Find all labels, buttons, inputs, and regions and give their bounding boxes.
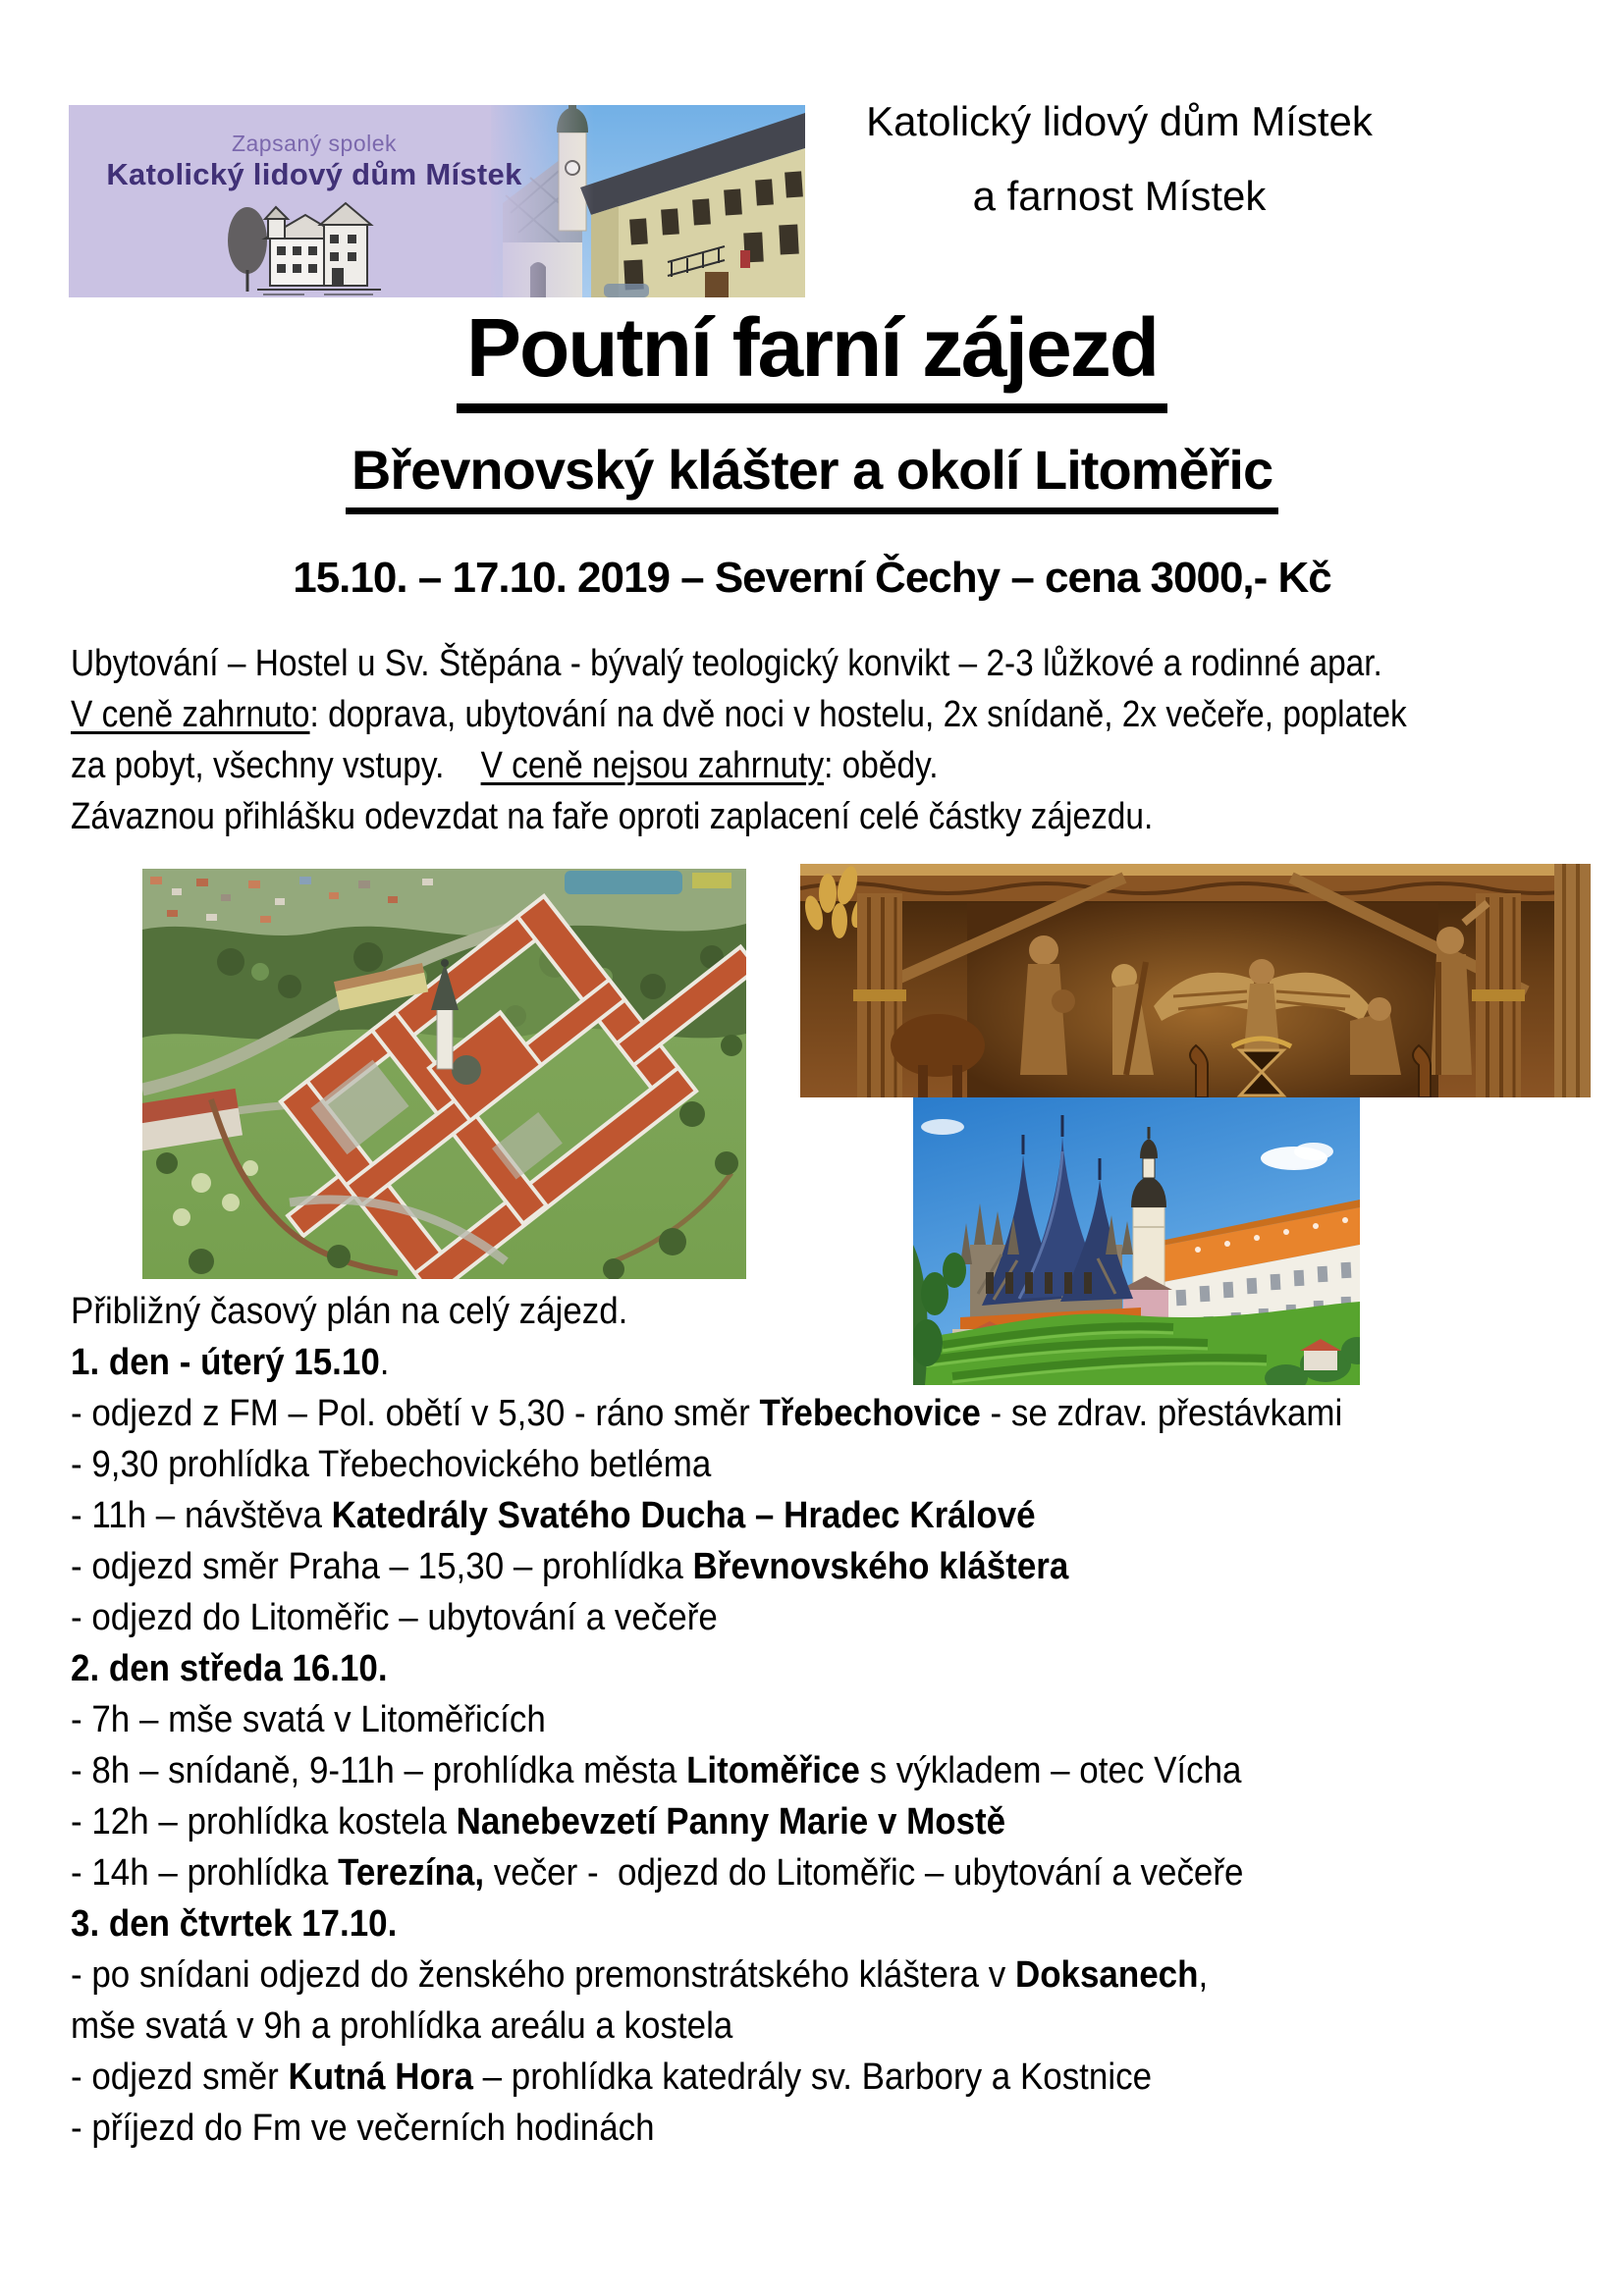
text-segment: - 11h – návštěva xyxy=(71,1495,332,1536)
text-line xyxy=(71,2052,1516,2103)
text-segment: . xyxy=(379,1342,390,1383)
org-header-line2: a farnost Místek xyxy=(972,173,1267,219)
text-line xyxy=(71,1388,1516,1439)
text-segment: s výkladem – otec Vícha xyxy=(859,1750,1242,1791)
text-line xyxy=(71,638,1419,689)
text-line xyxy=(71,791,1419,842)
page-title: Poutní farní zájezd xyxy=(457,300,1167,413)
text-segment: - 12h – prohlídka kostela xyxy=(71,1801,457,1842)
text-segment: V ceně nejsou zahrnuty xyxy=(480,745,825,786)
text-segment: V ceně zahrnuto xyxy=(71,694,310,735)
text-segment: večer - odjezd do Litoměřic – ubytování a večeře xyxy=(484,1852,1244,1894)
text-line xyxy=(71,1643,1516,1694)
text-line xyxy=(71,1541,1516,1592)
text-segment: Katedrály Svatého Ducha – Hradec Králové xyxy=(331,1495,1036,1536)
trebechovice-bethlehem-wood-carving-photo xyxy=(800,864,1591,1097)
text-segment: - odjezd směr Praha – 15,30 – prohlídka xyxy=(71,1546,693,1587)
text-segment: - příjezd do Fm ve večerních hodinách xyxy=(71,2108,655,2149)
text-line xyxy=(71,1286,1516,1337)
text-segment: - odjezd směr xyxy=(71,2056,289,2098)
text-line xyxy=(71,689,1419,740)
text-line xyxy=(71,1337,1516,1388)
text-line xyxy=(71,1490,1516,1541)
text-segment: 2. den středa 16.10. xyxy=(71,1648,388,1689)
text-line xyxy=(71,1694,1516,1745)
text-segment: - se zdrav. přestávkami xyxy=(980,1393,1343,1434)
text-line xyxy=(71,1847,1516,1898)
text-line xyxy=(71,1745,1516,1796)
logo-organization-name: Katolický lidový dům Místek xyxy=(106,157,522,191)
text-segment: : doprava, ubytování na dvě noci v hostelu, 2x snídaně, 2x večeře, poplatek xyxy=(309,694,1407,735)
text-segment: Terezína, xyxy=(338,1852,485,1894)
text-segment: Závaznou přihlášku odevzdat na faře oproti zaplacení celé částky zájezdu. xyxy=(71,796,1154,837)
schedule-text xyxy=(71,1286,1516,2154)
text-line xyxy=(71,2001,1516,2052)
org-header xyxy=(805,84,1434,234)
text-line xyxy=(71,2103,1516,2154)
text-segment: za pobyt, všechny vstupy. xyxy=(71,745,481,786)
text-line xyxy=(71,1439,1516,1490)
text-segment: – prohlídka katedrály sv. Barbory a Kostnice xyxy=(472,2056,1153,2098)
org-header-line1: Katolický lidový dům Místek xyxy=(866,98,1373,144)
text-line xyxy=(71,1592,1516,1643)
text-segment: Břevnovského kláštera xyxy=(692,1546,1069,1587)
text-segment: , xyxy=(1198,1954,1209,1996)
main-title-wrap xyxy=(0,300,1624,413)
intro-paragraph xyxy=(71,638,1419,842)
text-line xyxy=(71,1898,1516,1949)
text-segment: - odjezd do Litoměřic – ubytování a večeře xyxy=(71,1597,718,1638)
text-segment: : obědy. xyxy=(824,745,939,786)
text-segment: - 7h – mše svatá v Litoměřicích xyxy=(71,1699,546,1740)
text-segment: mše svatá v 9h a prohlídka areálu a kostela xyxy=(71,2005,733,2047)
text-line xyxy=(71,1796,1516,1847)
date-price-line: 15.10. – 17.10. 2019 – Severní Čechy – cena 3000,- Kč xyxy=(293,554,1331,602)
text-segment: - 8h – snídaně, 9-11h – prohlídka města xyxy=(71,1750,687,1791)
text-segment: - 14h – prohlídka xyxy=(71,1852,339,1894)
text-segment: - 9,30 prohlídka Třebechovického betléma xyxy=(71,1444,712,1485)
text-segment: Doksanech xyxy=(1014,1954,1199,1996)
text-segment: Přibližný časový plán na celý zájezd. xyxy=(71,1291,628,1332)
logo-association-label: Zapsaný spolek xyxy=(231,131,398,156)
text-segment: Třebechovice xyxy=(759,1393,981,1434)
page-subtitle: Břevnovský klášter a okolí Litoměřic xyxy=(346,438,1278,514)
text-segment: - odjezd z FM – Pol. obětí v 5,30 - ráno směr xyxy=(71,1393,760,1434)
text-segment: 1. den - úterý 15.10 xyxy=(71,1342,380,1383)
brevnov-monastery-aerial-photo xyxy=(142,869,746,1279)
logo-banner xyxy=(69,105,805,297)
text-line xyxy=(71,1949,1516,2001)
text-segment: Ubytování – Hostel u Sv. Štěpána - bývalý teologický konvikt – 2-3 lůžkové a rodinné apar. xyxy=(71,643,1382,684)
text-line xyxy=(71,740,1419,791)
text-segment: Litoměřice xyxy=(686,1750,860,1791)
text-segment: 3. den čtvrtek 17.10. xyxy=(71,1903,398,1945)
text-segment: Nanebevzetí Panny Marie v Mostě xyxy=(456,1801,1006,1842)
text-segment: - po snídani odjezd do ženského premonstrátského kláštera v xyxy=(71,1954,1015,1996)
text-segment: Kutná Hora xyxy=(288,2056,473,2098)
subtitle-wrap xyxy=(0,438,1624,514)
